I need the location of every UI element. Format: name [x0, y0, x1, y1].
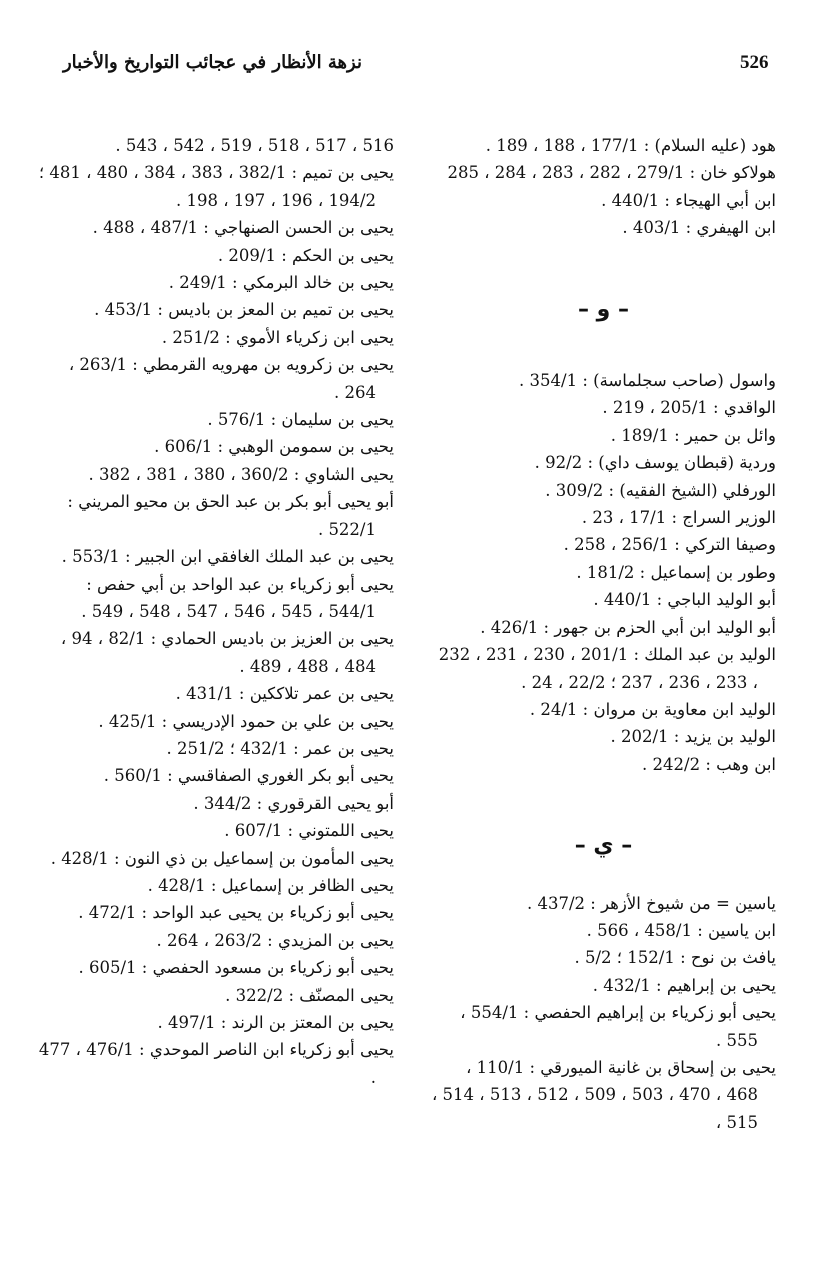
index-entry: يحيى بن زكرويه بن مهرويه القرمطي : 263/1 ، 264 .: [68, 355, 394, 402]
index-entry: يحيى أبو زكرياء بن عبد الواحد بن أبي حفص : 544/1 ، 545 ، 546 ، 547 ، 548 ، 549 .: [81, 574, 394, 621]
index-entry: يحيى بن الحسن الصنهاجي : 487/1 ، 488 .: [92, 218, 394, 238]
index-entry: يحيى بن عمر تلاككين : 431/1 .: [175, 684, 394, 704]
index-entry: يحيى بن عبد الملك الغافقي ابن الجبير : 553/1 .: [61, 547, 394, 567]
index-entry: وطور بن إسماعيل : 181/2 .: [576, 562, 776, 582]
index-entry: أبو يحيى أبو بكر بن عبد الحق بن محيو المريني : 522/1 .: [67, 492, 394, 539]
index-entry: يحيى بن إبراهيم : 432/1 .: [592, 975, 776, 995]
running-title: نزهة الأنظار في عجائب التواريخ والأخبار: [62, 52, 362, 73]
page-number: 526: [740, 52, 769, 73]
index-entry: يحيى الظافر بن إسماعيل : 428/1 .: [147, 875, 394, 895]
index-entry: الورفلي (الشيخ الفقيه) : 309/2 .: [545, 480, 776, 500]
index-entry: يحيى بن عمر : 432/1 ؛ 251/2 .: [166, 738, 394, 758]
index-entry: ابن أبي الهيجاء : 440/1 .: [601, 190, 776, 210]
index-entry: هود (عليه السلام) : 177/1 ، 188 ، 189 .: [485, 136, 776, 155]
index-entry: واسول (صاحب سجلماسة) : 354/1 .: [519, 371, 776, 391]
index-entry: أبو الوليد الباجي : 440/1 .: [593, 590, 776, 610]
page-header: [0, 52, 836, 92]
index-column-left: [36, 132, 394, 1091]
index-entry: يحيى بن سمومن الوهبي : 606/1 .: [154, 437, 394, 457]
index-entry: يحيى المصنّف : 322/2 .: [225, 985, 394, 1005]
index-entry: يحيى أبو زكرياء بن مسعود الحفصي : 605/1 .: [78, 958, 394, 978]
index-entry: الوليد بن عبد الملك : 201/1 ، 230 ، 231 ، 232 ، 233 ، 236 ، 237 ؛ 22/2 ، 24 .: [438, 645, 776, 692]
index-entry: يحيى بن المزيدي : 263/2 ، 264 .: [156, 930, 394, 950]
index-entry: أبو يحيى القرقوري : 344/2 .: [193, 793, 394, 813]
index-entry: يحيى بن علي بن حمود الإدريسي : 425/1 .: [98, 711, 394, 731]
index-entry: يحيى بن سليمان : 576/1 .: [207, 410, 394, 430]
index-entry: وردية (قبطان يوسف داي) : 92/2 .: [534, 453, 776, 473]
index-entry: يحيى بن إسحاق بن غانية الميورقي : 110/1 ، 468 ، 470 ، 503 ، 509 ، 512 ، 513 ، 514 ، 515 ،: [431, 1057, 776, 1132]
index-entry: يحيى بن تميم : 382/1 ، 383 ، 384 ، 480 ، 481 ؛ 194/2 ، 196 ، 197 ، 198 .: [38, 163, 394, 210]
index-entry: الوليد بن يزيد : 202/1 .: [610, 727, 776, 747]
index-entry: يحيى أبو زكرياء بن يحيى عبد الواحد : 472/1 .: [78, 903, 394, 923]
index-entry: أبو الوليد ابن أبي الحزم بن جهور : 426/1 .: [480, 617, 776, 637]
index-entry: الوزير السراج : 17/1 ، 23 .: [581, 508, 776, 528]
index-entry: يحيى المأمون بن إسماعيل بن ذي النون : 428/1 .: [50, 848, 394, 868]
index-entry: هولاكو خان : 279/1 ، 282 ، 283 ، 284 ، 285: [447, 163, 776, 183]
index-entry: 516 ، 517 ، 518 ، 519 ، 542 ، 543 .: [115, 136, 394, 155]
index-entry: يحيى بن الحكم : 209/1 .: [217, 245, 394, 265]
index-entry: يحيى بن المعتز بن الرند : 497/1 .: [157, 1013, 394, 1032]
index-entry: يحيى أبو بكر الغوري الصفاقسي : 560/1 .: [103, 766, 394, 786]
index-entry: يحيى بن تميم بن المعز بن باديس : 453/1 .: [94, 300, 394, 320]
index-entry: ياسين = من شيوخ الأزهر : 437/2 .: [526, 893, 776, 913]
index-entry: وصيفا التركي : 256/1 ، 258 .: [563, 535, 776, 555]
index-column-right: [431, 132, 776, 1136]
index-entry: وائل بن حمير : 189/1 .: [610, 425, 776, 445]
index-entry: يافث بن نوح : 152/1 ؛ 5/2 .: [574, 948, 776, 968]
index-entry: يحيى أبو زكرياء بن إبراهيم الحفصي : 554/1 ، 555 .: [460, 1003, 776, 1050]
section-heading-ya: – ي –: [574, 833, 633, 859]
index-entry: الواقدي : 205/1 ، 219 .: [602, 398, 776, 418]
index-entry: ابن الهيفري : 403/1 .: [622, 218, 776, 238]
index-entry: الوليد ابن معاوية بن مروان : 24/1 .: [529, 699, 776, 719]
index-entry: يحيى اللمتوني : 607/1 .: [224, 821, 394, 841]
section-heading-waw: – و –: [578, 296, 629, 322]
index-entry: يحيى ابن زكرياء الأموي : 251/2 .: [161, 327, 394, 347]
index-entry: يحيى بن خالد البرمكي : 249/1 .: [168, 273, 394, 293]
index-entry: ابن ياسين : 458/1 ، 566 .: [586, 920, 776, 940]
index-entry: يحيى بن العزيز بن باديس الحمادي : 82/1 ، 94 ، 484 ، 488 ، 489 .: [60, 629, 394, 676]
index-entry: ابن وهب : 242/2 .: [642, 754, 776, 774]
index-entry: يحيى الشاوي : 360/2 ، 380 ، 381 ، 382 .: [88, 464, 394, 484]
index-entry: يحيى أبو زكرياء ابن الناصر الموحدي : 476/1 ، 477 .: [38, 1040, 394, 1087]
